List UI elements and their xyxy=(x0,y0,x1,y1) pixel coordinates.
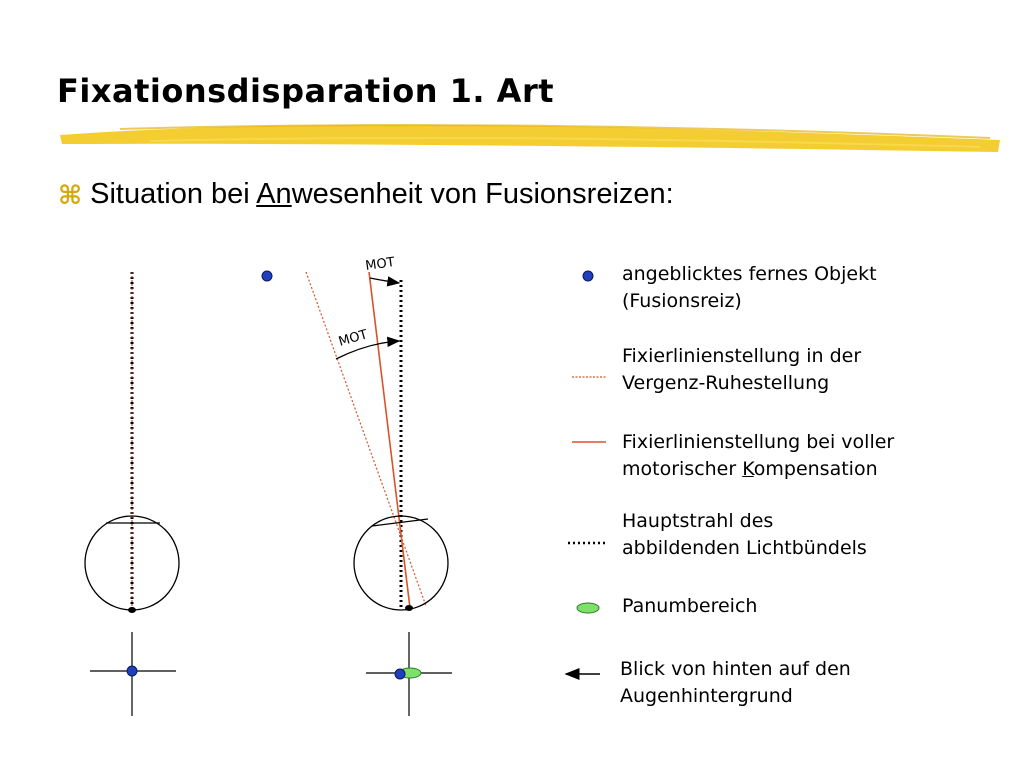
right-eye-object-dot xyxy=(262,271,272,281)
mot-label-top: MOT xyxy=(364,255,396,274)
legend-panum-icon xyxy=(577,603,599,613)
title-underline xyxy=(60,125,1000,152)
left-fundus-object-dot xyxy=(127,666,137,676)
left-eye-fovea xyxy=(128,607,136,613)
legend-object: angeblicktes fernes Objekt (Fusionsreiz) xyxy=(622,263,877,312)
left-eye-diagram xyxy=(85,272,179,716)
legend-fundus-view: Blick von hinten auf den Augenhintergrund xyxy=(620,658,851,707)
legend-object-dot-icon xyxy=(583,271,593,281)
bullet-icon: ⌘ xyxy=(58,179,83,210)
mot-arc-top xyxy=(370,278,399,283)
legend-panum: Panumbereich xyxy=(622,595,758,617)
right-eye-fovea xyxy=(405,605,413,611)
right-eye-rest-line xyxy=(306,272,426,606)
legend-rest-line: Fixierlinienstellung in der Vergenz-Ruhestellung xyxy=(622,345,862,394)
slide-title: Fixationsdisparation 1. Art xyxy=(57,72,555,110)
mot-label-mid: MOT xyxy=(336,327,370,350)
right-eye-diagram xyxy=(262,255,452,716)
right-fundus-object-dot xyxy=(395,669,405,679)
legend-compensation-line: Fixierlinienstellung bei voller motorischer Kompensation xyxy=(622,431,895,480)
legend-symbols xyxy=(566,271,606,674)
bullet-text: Situation bei Anwesenheit von Fusionsreizen: xyxy=(90,178,674,210)
legend-chief-ray: Hauptstrahl des abbildenden Lichtbündels xyxy=(622,510,867,559)
right-eye-compensation-line xyxy=(369,272,410,608)
